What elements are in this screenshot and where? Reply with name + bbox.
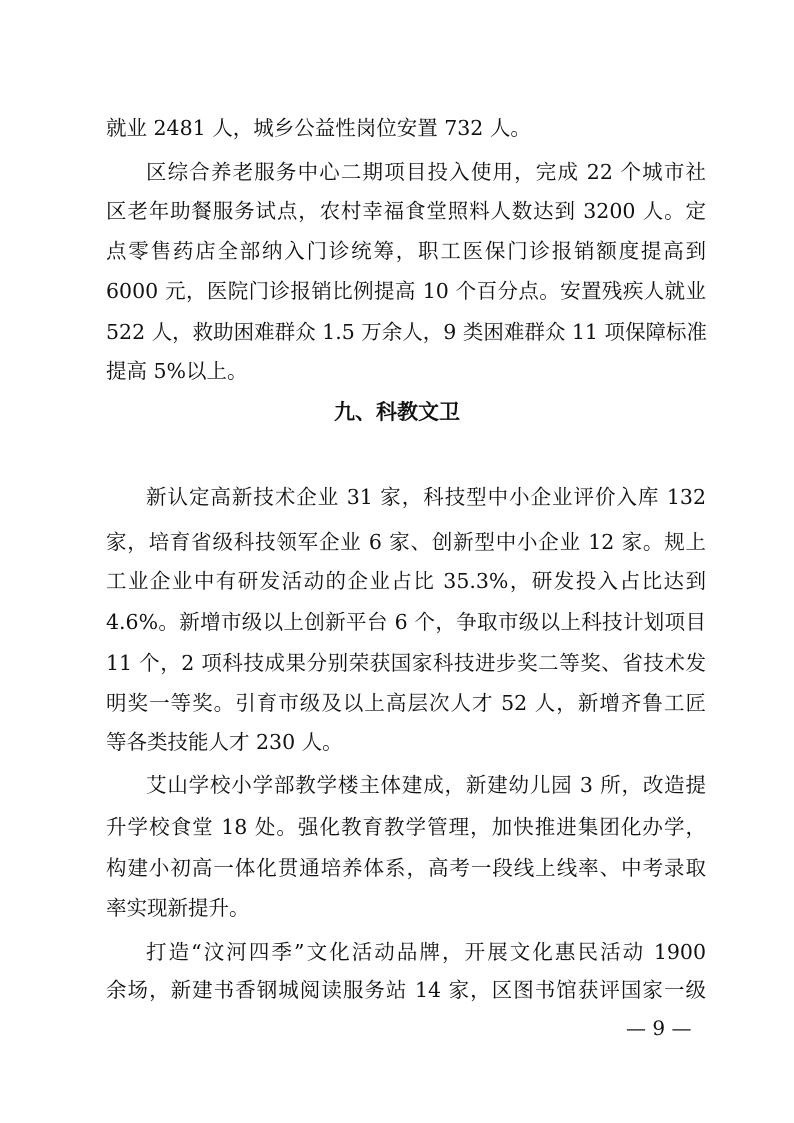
text-line: 余场，新建书香钢城阅读服务站 14 家，区图书馆获评国家一级: [106, 978, 706, 1002]
text-line: 明奖一等奖。引育市级及以上高层次人才 52 人，新增齐鲁工匠: [106, 691, 706, 715]
text-line: 6000 元，医院门诊报销比例提高 10 个百分点。安置残疾人就业: [106, 279, 706, 303]
text-line: 区老年助餐服务试点，农村幸福食堂照料人数达到 3200 人。定: [106, 199, 706, 223]
text-line: 就业 2481 人，城乡公益性岗位安置 732 人。: [106, 116, 531, 140]
text-line: 构建小初高一体化贯通培养体系，高考一段线上线率、中考录取: [106, 856, 706, 880]
text-line: 率实现新提升。: [106, 896, 250, 920]
text-line: 11 个，2 项科技成果分别荣获国家科技进步奖二等奖、省技术发: [106, 651, 706, 675]
text-line: 艾山学校小学部教学楼主体建成，新建幼儿园 3 所，改造提: [146, 773, 706, 797]
text-line: 区综合养老服务中心二期项目投入使用，完成 22 个城市社: [146, 160, 706, 184]
section-heading: 九、科教文卫: [334, 400, 460, 424]
text-line: 打造“汶河四季”文化活动品牌，开展文化惠民活动 1900: [146, 940, 706, 964]
text-line: 点零售药店全部纳入门诊统筹，职工医保门诊报销额度提高到: [106, 239, 706, 263]
text-line: 新认定高新技术企业 31 家，科技型中小企业评价入库 132: [146, 485, 706, 509]
text-line: 4.6%。新增市级以上创新平台 6 个，争取市级以上科技计划项目: [106, 610, 706, 634]
text-line: 提高 5%以上。: [106, 359, 248, 383]
page-number: — 9 —: [626, 1016, 692, 1040]
text-line: 等各类技能人才 230 人。: [106, 730, 343, 754]
text-line: 升学校食堂 18 处。强化教育教学管理，加快推进集团化办学，: [106, 815, 706, 839]
text-line: 家，培育省级科技领军企业 6 家、创新型中小企业 12 家。规上: [106, 530, 706, 554]
text-line: 工业企业中有研发活动的企业占比 35.3%，研发投入占比达到: [106, 569, 706, 593]
text-line: 522 人，救助困难群众 1.5 万余人，9 类困难群众 11 项保障标准: [106, 320, 707, 344]
